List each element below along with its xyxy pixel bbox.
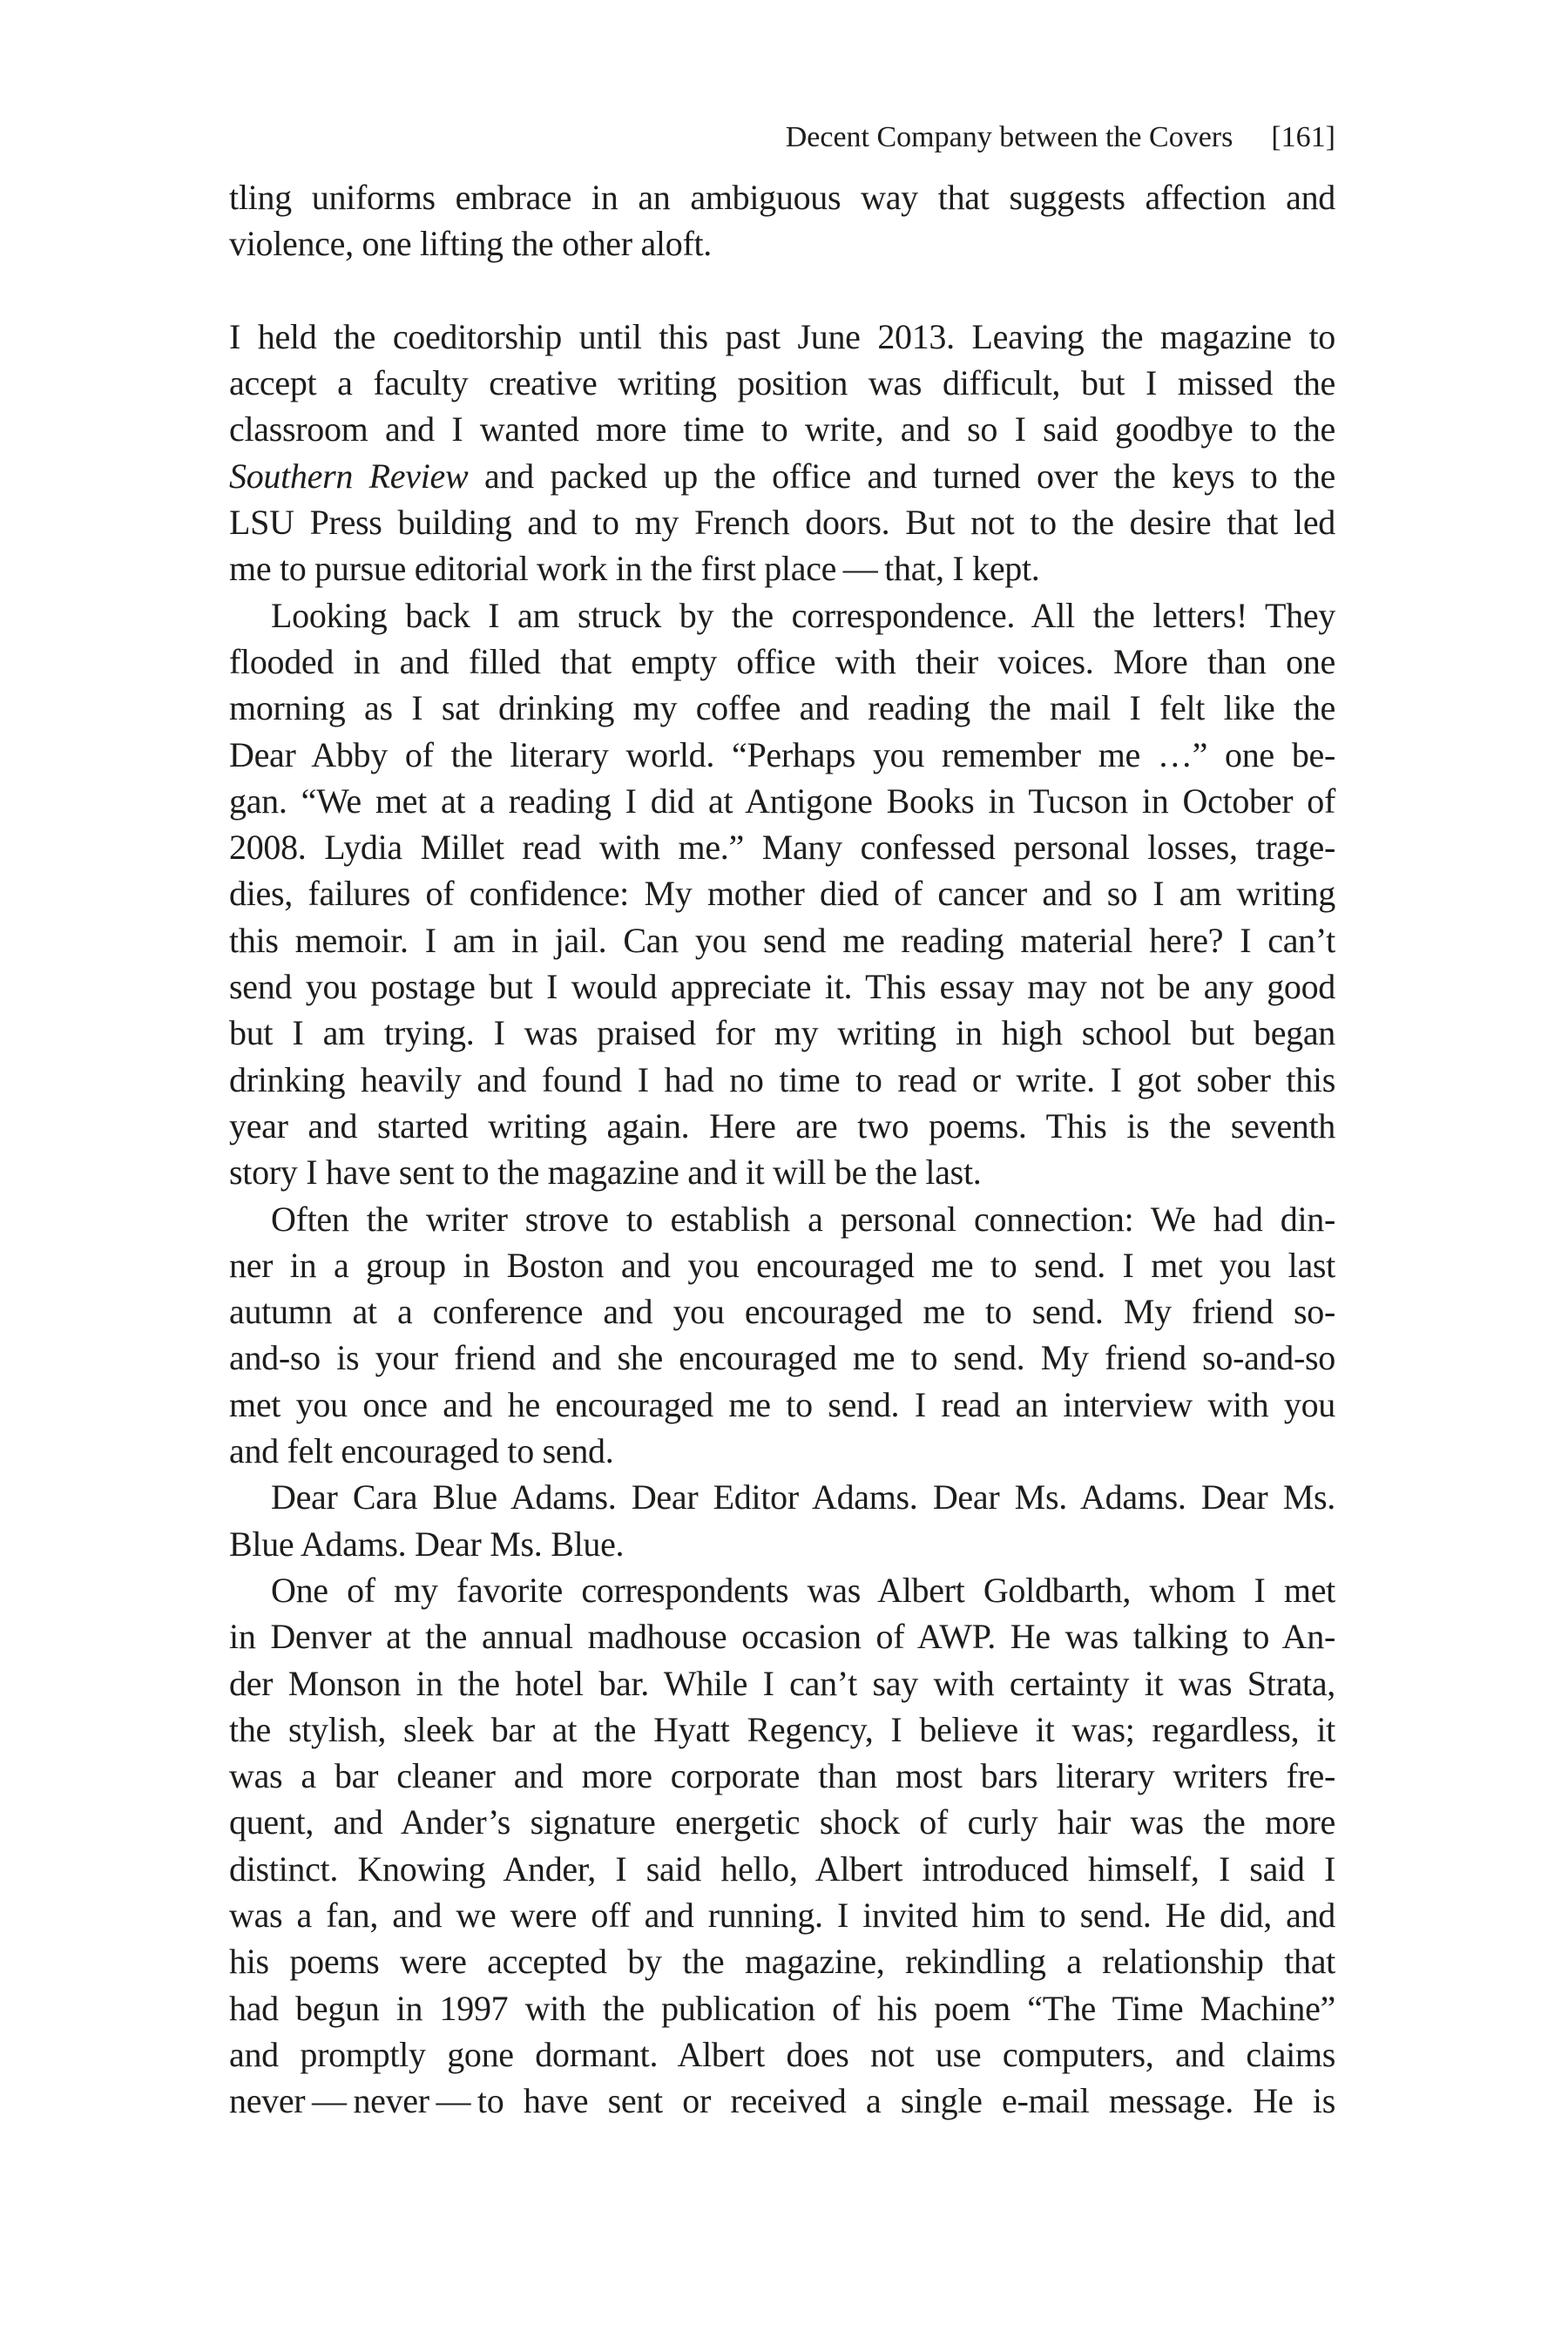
text-line: was a bar cleaner and more corporate than most bars literary writers fre- — [229, 1756, 1335, 1796]
paragraph — [229, 314, 1335, 592]
text-line: met you once and he encouraged me to send. I read an interview with you — [229, 1384, 1335, 1424]
text-line: 2008. Lydia Millet read with me.” Many confessed personal losses, trage- — [229, 828, 1335, 868]
text-line: distinct. Knowing Ander, I said hello, Albert introduced himself, I said I — [229, 1848, 1335, 1889]
paragraph — [229, 1196, 1335, 1475]
text-line: was a fan, and we were off and running. I invited him to send. He did, and — [229, 1895, 1335, 1935]
text-line: Dear Abby of the literary world. “Perhaps you remember me …” one be- — [229, 734, 1335, 774]
text-line: tling uniforms embrace in an ambiguous way that suggests affection and — [229, 178, 1335, 217]
paragraph — [229, 1474, 1335, 1567]
text-line: der Monson in the hotel bar. While I can’t say with certainty it was Strata, — [229, 1663, 1335, 1703]
page-number: [161] — [1271, 121, 1335, 153]
text-line: gan. “We met at a reading I did at Antigone Books in Tucson in October of — [229, 781, 1335, 821]
text-line: send you postage but I would appreciate it. This essay may not be any good — [229, 967, 1335, 1007]
text-line: ner in a group in Boston and you encouraged me to send. I met you last — [229, 1245, 1335, 1285]
text-line: classroom and I wanted more time to write, and so I said goodbye to the — [229, 409, 1335, 449]
text-line: and-so is your friend and she encouraged me to send. My friend so-and-so — [229, 1338, 1335, 1378]
running-head-title: Decent Company between the Covers — [785, 121, 1233, 153]
text-line: year and started writing again. Here are two poems. This is the seventh — [229, 1105, 1335, 1146]
text-line: this memoir. I am in jail. Can you send me reading material here? I can’t — [229, 920, 1335, 960]
text-line: Looking back I am struck by the correspondence. All the letters! They — [271, 595, 1335, 635]
text-line: autumn at a conference and you encouraged me to send. My friend so- — [229, 1292, 1335, 1332]
text-column — [229, 120, 1335, 2124]
text-line: Blue Adams. Dear Ms. Blue. — [229, 1524, 625, 1564]
text-line: quent, and Ander’s signature energetic shock of curly hair was the more — [229, 1802, 1335, 1842]
text-line: Often the writer strove to establish a personal connection: We had din- — [271, 1199, 1335, 1239]
paragraph — [229, 592, 1335, 1196]
text-line: accept a faculty creative writing position was difficult, but I missed the — [229, 363, 1335, 403]
text-line: One of my favorite correspondents was Albert Goldbarth, whom I met — [271, 1570, 1335, 1610]
running-head — [229, 120, 1335, 155]
text-line: drinking heavily and found I had no time to read or write. I got sober this — [229, 1059, 1335, 1099]
text-line: the stylish, sleek bar at the Hyatt Regency, I believe it was; regardless, it — [229, 1709, 1335, 1749]
text-line: Dear Cara Blue Adams. Dear Editor Adams. Dear Ms. Adams. Dear Ms. — [271, 1477, 1335, 1517]
text-line: LSU Press building and to my French doors. But not to the desire that led — [229, 503, 1335, 543]
text-line: morning as I sat drinking my coffee and reading the mail I felt like the — [229, 688, 1335, 728]
text-line: flooded in and filled that empty office with their voices. More than one — [229, 641, 1335, 681]
text-line: his poems were accepted by the magazine, rekindling a relationship that — [229, 1942, 1335, 1982]
text-line: I held the coeditorship until this past June 2013. Leaving the magazine to — [229, 316, 1335, 356]
text-line: violence, one lifting the other aloft. — [229, 224, 712, 264]
text-line: but I am trying. I was praised for my writing in high school but began — [229, 1013, 1335, 1053]
page-body — [229, 174, 1335, 2124]
text-line: in Denver at the annual madhouse occasion of AWP. He was talking to An- — [229, 1617, 1335, 1657]
text-line: story I have sent to the magazine and it will be the last. — [229, 1152, 982, 1193]
text-line: never — never — to have sent or received a single e-mail message. He is — [229, 2081, 1335, 2121]
text-line: Southern Review and packed up the office and turned over the keys to the — [229, 456, 1335, 496]
paragraph — [229, 174, 1335, 267]
text-line: me to pursue editorial work in the first place — that, I kept. — [229, 549, 1040, 589]
text-line: and promptly gone dormant. Albert does not use computers, and claims — [229, 2034, 1335, 2074]
text-line: had begun in 1997 with the publication of his poem “The Time Machine” — [229, 1988, 1335, 2028]
text-line: dies, failures of confidence: My mother died of cancer and so I am writing — [229, 874, 1335, 914]
text-line: and felt encouraged to send. — [229, 1431, 614, 1471]
paragraph — [229, 1567, 1335, 2125]
